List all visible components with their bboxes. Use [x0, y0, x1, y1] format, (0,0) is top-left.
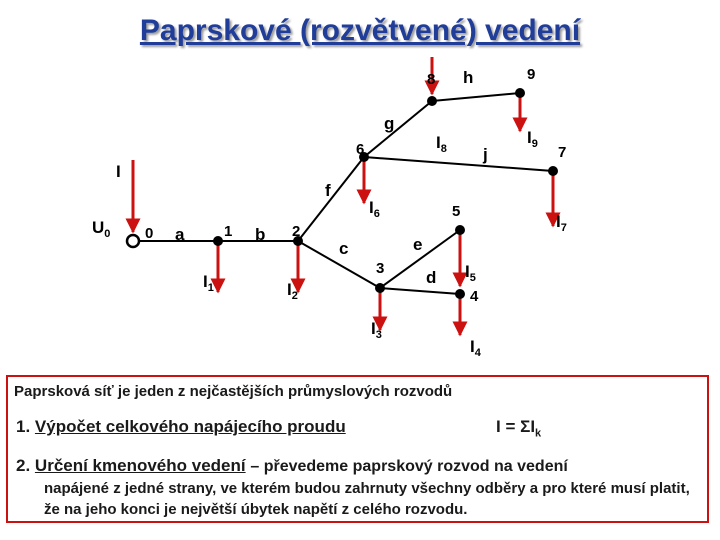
formula-left: I =	[496, 417, 521, 436]
node-label-8: 8	[427, 71, 436, 88]
node-9	[515, 88, 525, 98]
load-label-2: $I_2$	[287, 280, 298, 302]
intro-text: Paprsková síť je jeden z nejčastějších průmyslových rozvodů	[14, 383, 453, 400]
node-label-0: 0	[145, 225, 154, 242]
load-label-9: $I_9$	[527, 128, 538, 150]
node-8	[427, 96, 437, 106]
total-current-label: I	[116, 162, 121, 181]
load-label-5: $I_5$	[465, 262, 476, 284]
formula-sub: k	[535, 427, 542, 440]
load-label-3: $I_3$	[371, 319, 382, 341]
node-label-3: 3	[376, 260, 385, 277]
step-2-continuation: napájené z jedné strany, ve kterém budou zahrnuty všechny odběry a pro které musí platit, že na jeho konci je největší úbytek napětí z celého rozvodu.	[44, 480, 690, 518]
node-label-1: 1	[224, 223, 233, 240]
segment-label-e: e	[413, 235, 423, 254]
load-label-8: $I_8$	[436, 133, 447, 155]
load-label-7: $I_7$	[556, 212, 567, 234]
load-label-6: $I_6$	[369, 198, 380, 220]
segment-label-b: b	[255, 225, 266, 244]
node-label-9: 9	[527, 66, 536, 83]
node-label-7: 7	[558, 144, 567, 161]
segment-h-line	[432, 93, 520, 101]
node-label-4: 4	[470, 288, 479, 305]
segment-label-g: g	[384, 114, 395, 133]
node-label-5: 5	[452, 203, 461, 220]
source-voltage-label: $U_0$	[92, 218, 111, 240]
node-5	[455, 225, 465, 235]
segment-label-h: h	[463, 68, 474, 87]
formula-sigma: Σ	[520, 417, 531, 436]
node-label-6: 6	[356, 141, 365, 158]
node-7	[548, 166, 558, 176]
node-4	[455, 289, 465, 299]
info-box	[6, 375, 709, 523]
segment-label-f: f	[325, 181, 331, 200]
current-arrows	[133, 57, 553, 335]
step-2-number: 2.	[16, 456, 31, 475]
segment-label-a: a	[175, 225, 185, 244]
node-3	[375, 283, 385, 293]
segment-label-c: c	[339, 239, 349, 258]
step-2-rest: – převedeme paprskový rozvod na vedení	[250, 458, 568, 475]
formula-var: I	[530, 417, 536, 436]
segment-f-line	[298, 157, 364, 241]
source-node	[127, 235, 139, 247]
network-lines	[133, 93, 553, 294]
node-1	[213, 236, 223, 246]
segment-g-line	[364, 101, 432, 157]
load-label-1: $I_1$	[203, 272, 214, 294]
page-title: Paprskové (rozvětvené) vedení	[139, 14, 581, 47]
step-2-title: Určení kmenového vedení	[34, 456, 246, 475]
node-label-2: 2	[292, 223, 301, 240]
load-label-4: $I_4$	[470, 337, 481, 359]
step-1-text: Výpočet celkového napájecího proudu	[34, 417, 346, 436]
segment-label-d: d	[426, 268, 437, 287]
total-current-formula	[496, 417, 541, 439]
step-2	[16, 455, 706, 520]
segment-d-line	[380, 288, 460, 294]
segment-j-line	[364, 157, 553, 171]
segment-label-j: j	[483, 145, 488, 164]
step-1	[16, 417, 346, 437]
step-1-number: 1.	[16, 417, 31, 436]
